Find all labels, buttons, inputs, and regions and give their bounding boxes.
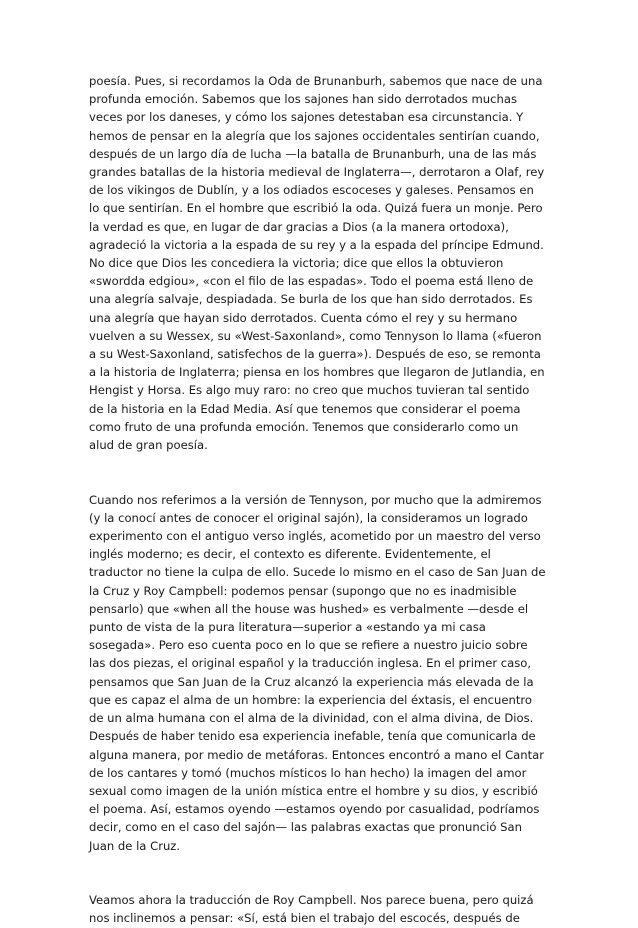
text-line: Hengist y Horsa. Es algo muy raro: no creo que muchos tuvieran tal sentido bbox=[89, 383, 530, 398]
text-line: nos inclinemos a pensar: «Sí, está bien el trabajo del escocés, después de bbox=[89, 911, 520, 926]
text-line: veces por los daneses, y cómo los sajones detestaban esa circunstancia. Y bbox=[89, 110, 524, 125]
document-body bbox=[89, 72, 559, 928]
text-line: vuelven a su Wessex, su «West-Saxonland», como Tennyson lo llama («fueron bbox=[89, 328, 542, 343]
text-line: Después de haber tenido esa experiencia inefable, tenía que comunicarla de bbox=[89, 729, 536, 744]
text-line: punto de vista de la pura literatura—superior a «estando ya mi casa bbox=[89, 620, 486, 635]
text-line: que es capaz el alma de un hombre: la experiencia del éxtasis, el encuentro bbox=[89, 692, 532, 707]
text-line: alud de gran poesía. bbox=[89, 438, 208, 453]
text-line: Juan de la Cruz. bbox=[89, 838, 181, 853]
text-line: pensarlo) que «when all the house was hushed» es verbalmente —desde el bbox=[89, 601, 529, 616]
text-line: agradeció la victoria a la espada de su rey y a la espada del príncipe Edmund. bbox=[89, 237, 544, 252]
text-line: Veamos ahora la traducción de Roy Campbell. Nos parece buena, pero quizá bbox=[89, 893, 534, 908]
text-line: lo que sentirían. En el hombre que escribió la oda. Quizá fuera un monje. Pero bbox=[89, 201, 543, 216]
text-line: profunda emoción. Sabemos que los sajones han sido derrotados muchas bbox=[89, 92, 518, 107]
text-line: una alegría salvaje, despiadada. Se burla de los que han sido derrotados. Es bbox=[89, 292, 533, 307]
text-line: grandes batallas de la historia medieval de Inglaterra—, derrotaron a Olaf, rey bbox=[89, 165, 545, 180]
text-line: poesía. Pues, si recordamos la Oda de Brunanburh, sabemos que nace de una bbox=[89, 74, 543, 88]
text-line: una alegría que hayan sido derrotados. Cuenta cómo el rey y su hermano bbox=[89, 310, 518, 325]
paragraph-2 bbox=[89, 491, 559, 855]
text-line: «swordda edgiou», «con el filo de las espadas». Todo el poema está lleno de bbox=[89, 274, 534, 289]
text-line: No dice que Dios les concediera la victoria; dice que ellos la obtuvieron bbox=[89, 256, 504, 271]
text-line: decir, como en el caso del sajón— las palabras exactas que pronunció San bbox=[89, 820, 522, 835]
text-line: la verdad es que, en lugar de dar gracias a Dios (a la manera ortodoxa), bbox=[89, 219, 509, 234]
text-line: de los cantares y tomó (muchos místicos lo han hecho) la imagen del amor bbox=[89, 765, 527, 780]
text-line: pensamos que San Juan de la Cruz alcanzó la experiencia más elevada de la bbox=[89, 674, 534, 689]
text-line: (y la conocí antes de conocer el original sajón), la consideramos un logrado bbox=[89, 510, 528, 525]
paragraph-3 bbox=[89, 891, 559, 927]
text-line: hemos de pensar en la alegría que los sajones occidentales sentirían cuando, bbox=[89, 128, 540, 143]
text-line: a su West-Saxonland, satisfechos de la guerra»). Después de eso, se remonta bbox=[89, 347, 541, 362]
text-line: como fruto de una profunda emoción. Tenemos que considerarlo como un bbox=[89, 419, 519, 434]
text-line: sosegada». Pero eso cuenta poco en lo que se refiere a nuestro juicio sobre bbox=[89, 638, 528, 653]
text-line: de un alma humana con el alma de la divinidad, con el alma divina, de Dios. bbox=[89, 711, 534, 726]
text-line: experimento con el antiguo verso inglés, acometido por un maestro del verso bbox=[89, 529, 541, 544]
text-line: alguna manera, por medio de metáforas. Entonces encontró a mano el Cantar bbox=[89, 747, 545, 762]
text-line: traductor no tiene la culpa de ello. Sucede lo mismo en el caso de San Juan de bbox=[89, 565, 546, 580]
text-line: sexual como imagen de la unión mística entre el hombre y su dios, y escribió bbox=[89, 783, 538, 798]
text-line: después de un largo día de lucha —la batalla de Brunanburh, una de las más bbox=[89, 146, 537, 161]
text-line: las dos piezas, el original español y la traducción inglesa. En el primer caso, bbox=[89, 656, 532, 671]
paragraph-1 bbox=[89, 72, 559, 454]
text-line: inglés moderno; es decir, el contexto es diferente. Evidentemente, el bbox=[89, 547, 491, 562]
text-line: de la historia en la Edad Media. Así que tenemos que considerar el poema bbox=[89, 401, 521, 416]
text-line: la Cruz y Roy Campbell: podemos pensar (supongo que no es inadmisible bbox=[89, 583, 517, 598]
text-line: Cuando nos referimos a la versión de Tennyson, por mucho que la admiremos bbox=[89, 492, 542, 507]
text-line: de los vikingos de Dublín, y a los odiados escoceses y galeses. Pensamos en bbox=[89, 183, 534, 198]
text-line: a la historia de Inglaterra; piensa en los hombres que llegaron de Jutlandia, en bbox=[89, 365, 545, 380]
text-line: el poema. Así, estamos oyendo —estamos oyendo por casualidad, podríamos bbox=[89, 802, 540, 817]
